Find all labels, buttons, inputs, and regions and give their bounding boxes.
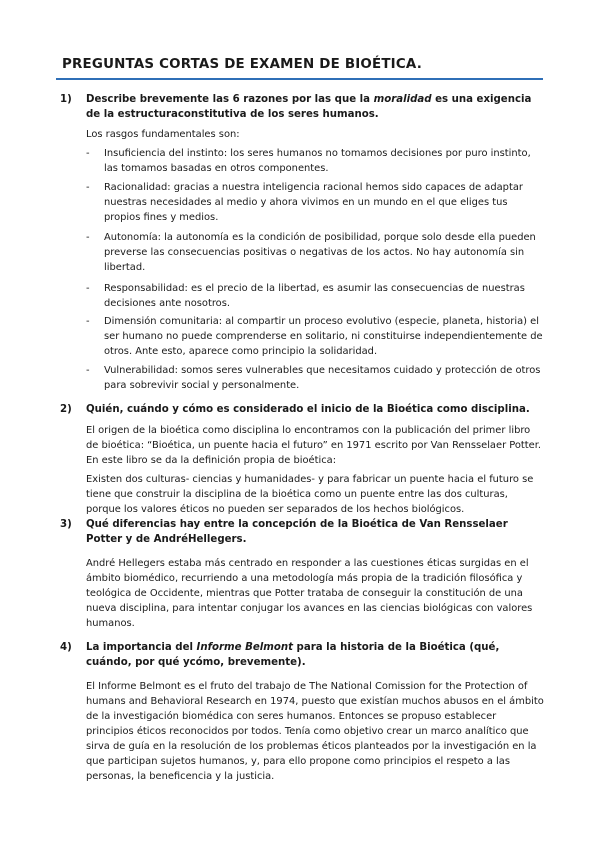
list-bullet: -: [86, 316, 90, 327]
question-text: Qué diferencias hay entre la concepción de la Bioética de Van Rensselaer Potter y de AndréHellegers.: [86, 519, 508, 545]
answer-paragraph: El origen de la bioética como disciplina lo encontramos con la publicación del primer libro de bioética: “Bioética, un puente hacia el futuro” en 1971 escrito por Van Rensselaer Potter. En este libro se da la definición propia de bioética:: [86, 425, 542, 466]
question-2: [60, 402, 544, 417]
list-item: - Responsabilidad: es el precio de la libertad, es asumir las consecuencias de nuestras decisiones ante nosotros.: [86, 283, 525, 309]
answer-paragraph: Existen dos culturas- ciencias y humanidades- y para fabricar un puente hacia el futuro se tiene que construir la disciplina de la bioética como un puente entre las dos culturas, porque los valores éticos no pueden ser separados de los hechos biológicos.: [86, 474, 534, 515]
question-number: 4): [60, 642, 72, 653]
list-bullet: -: [86, 365, 90, 376]
question-emphasis: Informe Belmont: [196, 642, 294, 653]
question-text: La importancia del Informe Belmont para la historia de la Bioética (qué, cuándo, por qué ycómo, brevemente).: [86, 642, 500, 668]
answer-paragraph: André Hellegers estaba más centrado en responder a las cuestiones éticas surgidas en el ámbito biomédico, recurriendo a una metodología más propia de la tradición filosófica y teológica de Occidente, mientras que Potter trataba de conseguir la constitución de una nueva disciplina, para intentar conjugar los avances en las ciencias biológicas con valores humanos.: [86, 558, 533, 629]
question-number: 1): [60, 94, 72, 105]
question-1: [60, 92, 544, 122]
question-text: Quién, cuándo y cómo es considerado el inicio de la Bioética como disciplina.: [86, 404, 530, 415]
list-item: - Autonomía: la autonomía es la condición de posibilidad, porque solo desde ella pueden preverse las consecuencias positivas o negativas de los actos. No hay autonomía sin libertad.: [86, 232, 536, 273]
list-item: - Vulnerabilidad: somos seres vulnerables que necesitamos cuidado y protección de otros para sobrevivir social y personalmente.: [86, 365, 541, 391]
question-number: 2): [60, 404, 72, 415]
list-bullet: -: [86, 148, 90, 159]
question-emphasis: moralidad: [373, 94, 432, 105]
list-bullet: -: [86, 182, 90, 193]
question-3: [60, 517, 544, 547]
list-item: - Insuficiencia del instinto: los seres humanos no tomamos decisiones por puro instinto, las tomamos basadas en otros componentes.: [86, 148, 531, 174]
list-item: - Racionalidad: gracias a nuestra inteligencia racional hemos sido capaces de adaptar nuestras necesidades al medio y ahora vivimos en un mundo en el que eliges tus propios fines y medios.: [86, 182, 523, 223]
list-item: - Dimensión comunitaria: al compartir un proceso evolutivo (especie, planeta, historia) el ser humano no puede comprenderse en solitario, ni constituirse independientemente de otros. Ante esto, aparece como principio la solidaridad.: [86, 316, 543, 357]
title-underline: [56, 78, 543, 80]
document-title: PREGUNTAS CORTAS DE EXAMEN DE BIOÉTICA.: [62, 57, 422, 72]
question-text: Describe brevemente las 6 razones por las que la moralidad es una exigencia de la estructuraconstitutiva de los seres humanos.: [86, 94, 532, 120]
list-bullet: -: [86, 232, 90, 243]
answer-paragraph: El Informe Belmont es el fruto del trabajo de The National Comission for the Protection of humans and Behavioral Research en 1974, puesto que existían muchos abusos en el ámbito de la investigación biomédica con seres humanos. Entonces se propuso establecer principios éticos reconocidos por todos. Tenía como objetivo crear un marco analítico que sirva de guía en la resolución de los problemas éticos planteados por la investigación en la que participan sujetos humanos, y, para ello propone como principios el respeto a las personas, la beneficencia y la justicia.: [86, 681, 544, 782]
answer-intro: Los rasgos fundamentales son:: [86, 129, 240, 140]
question-4: [60, 640, 544, 670]
list-bullet: -: [86, 283, 90, 294]
question-number: 3): [60, 519, 72, 530]
